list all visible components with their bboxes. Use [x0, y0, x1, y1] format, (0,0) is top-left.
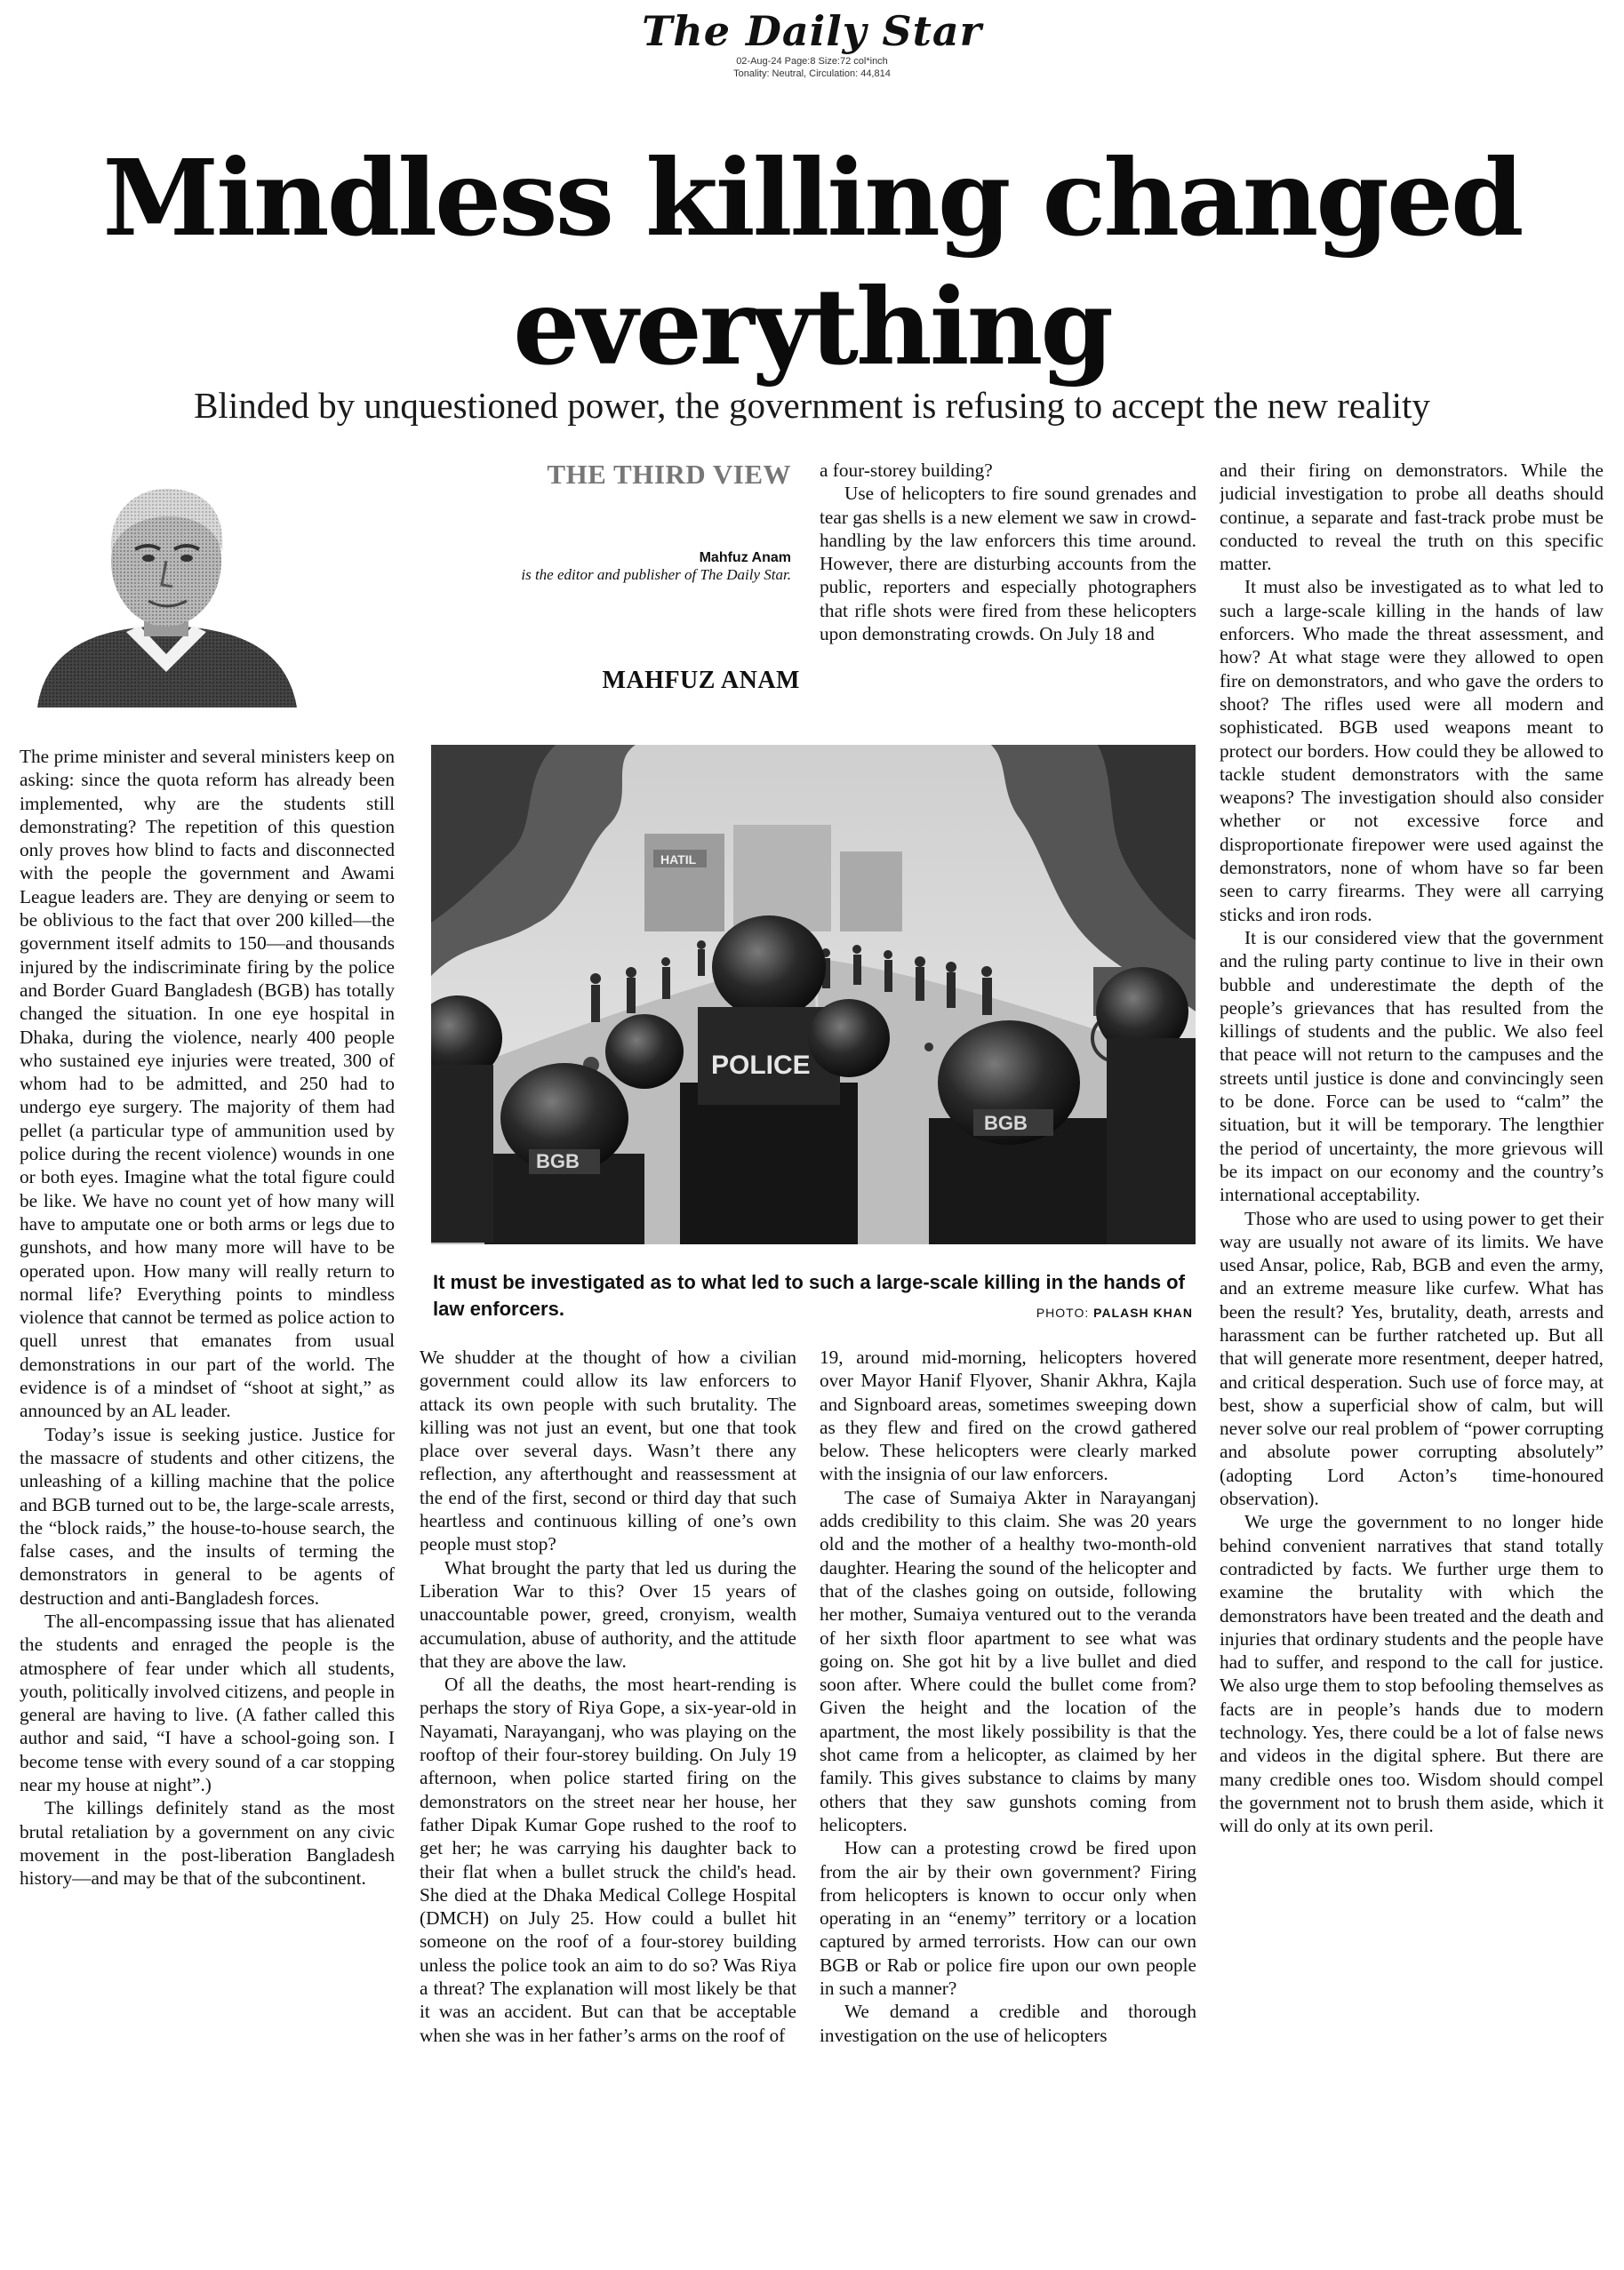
byline: MAHFUZ ANAM [602, 667, 800, 694]
photo-credit-name: PALASH KHAN [1093, 1306, 1193, 1320]
article-column-2 [420, 1346, 796, 2261]
article-paragraph: It must also be investigated as to what led to such a large-scale killing in the hands of law enforcers. Who made the threat assessment, and how? At what stage were they allowed to open fire on demonstrators, and who gave the orders to shoot? The rifles used were all modern and sophisticated. BGB used weapons meant to protect our borders. How could they be allowed to tackle student demonstrators with the same weapons? The investigation should also consider whether or not excessive force and disproportionate firepower were used against the demonstrators, none of whom have so far been seen to carry firearms. They were all carrying sticks and iron rods. [1220, 576, 1604, 925]
article-paragraph: Those who are used to using power to get their way are usually not aware of its limits. We have used Ansar, police, Rab, BGB and even the army, and an extreme measure like curfew. What has been the result? Yes, brutality, death, arrests and harassment can be further ratcheted up. But all that will generate more resentment, deeper hatred, and critical desperation. Such use of force may, at best, show a superficial show of calm, but will never solve our real problem of “power corrupting and absolute power corrupting absolutely” (adopting Lord Acton’s time-honoured observation). [1220, 1207, 1604, 1510]
subheadline: Blinded by unquestioned power, the government is refusing to accept the new reality [194, 385, 1430, 426]
article-paragraph: We urge the government to no longer hide behind convenient narratives that stand totally contradicted by facts. We further urge them to examine the brutality with which the demonstrators have been treated and the death and injuries that ordinary students and the people have had to suffer, and respond to the call for justice. We also urge them to stop befooling themselves as facts are in people’s hands due to modern technology. Yes, there could be a lot of false news and videos in the digital sphere. But there are many credible ones too. Wisdom should compel the government not to brush them aside, which it will do only at its own peril. [1220, 1511, 1604, 1837]
article-paragraph: We shudder at the thought of how a civilian government could allow its law enforcers to attack its own people with such brutality. The killing was not just an event, but one that took place over several days. Wasn’t there any reflection, any afterthought and reassessment at the end of the first, second or third day that such heartless and continuous killing of one’s own people must stop? [420, 1347, 796, 1555]
masthead [0, 7, 1624, 80]
article-paragraph: What brought the party that led us during the Liberation War to this? Over 15 years of unaccountable power, greed, cronyism, wealth accumulation, abuse of authority, and the attitude that they are above the law. [420, 1556, 796, 1672]
helmet-label-bgb-left: BGB [536, 1150, 580, 1172]
article-paragraph: How can a protesting crowd be fired upon from the air by their own government? Firing from helicopters is known to occur only when operating in an “enemy” territory or a location captured by armed terrorists. How can our own BGB or Rab or police fire upon our own people in such a manner? [820, 1837, 1196, 2000]
article-paragraph: The case of Sumaiya Akter in Narayanganj adds credibility to this claim. She was 20 years old and the mother of a healthy two-month-old daughter. Hearing the sound of the helicopter and that of the clashes going on outside, following her mother, Sumaiya ventured out to the veranda of her sixth floor apartment to see what was going on. She got hit by a live bullet and died soon after. Where could the bullet come from? Given the height and the location of the apartment, the most likely possibility is that the shot came from a helicopter, as claimed by her family. This gives substance to claims by many others that they saw gunshots coming from helicopters. [820, 1486, 1196, 1835]
clipping-meta-line-2: Tonality: Neutral, Circulation: 44,814 [733, 68, 891, 79]
headline: Mindless killing changed everything [102, 136, 1522, 388]
author-bio [400, 549, 791, 583]
article-paragraph: Today’s issue is seeking justice. Justice for the massacre of students and other citizens, the unleashing of a killing machine that the police and BGB turned out to be, the large-scale arrests, the “block raids,” the house-to-house search, the false cases, and the insults of terming the demonstrators in general to be agents of destruction and anti-Bangladesh forces. [20, 1423, 395, 1609]
masthead-logo: The Daily Star [642, 7, 982, 55]
author-bio-role: is the editor and publisher of The Daily Star. [521, 566, 791, 583]
author-portrait [20, 468, 313, 707]
column-kicker: THE THIRD VIEW [547, 459, 791, 490]
helmet-label-bgb-right: BGB [984, 1112, 1028, 1134]
article-column-3-bottom [820, 1346, 1196, 2261]
article-paragraph: a four-storey building? [820, 460, 993, 481]
photo-credit-prefix: PHOTO: [1036, 1306, 1090, 1320]
photo-caption: It must be investigated as to what led to such a large-scale killing in the hands of law enforcers. [433, 1271, 1185, 1320]
shop-sign-text: HATIL [660, 852, 697, 867]
article-column-4 [1220, 459, 1604, 2263]
article-column-1 [20, 745, 395, 2256]
article-paragraph: Use of helicopters to fire sound grenades and tear gas shells is a new element we saw in crowd-handling by the law enforcers this time around. However, there are disturbing accounts from the public, reporters and especially photographers that rifle shots were fired from these helicopters upon demonstrating crowds. On July 18 and [820, 483, 1196, 645]
article-paragraph: Of all the deaths, the most heart-rending is perhaps the story of Riya Gope, a six-year-old in Nayamati, Narayanganj, who was playing on the rooftop of their four-storey building. On July 19 afternoon, when police started firing on the demonstrators on the street near her house, her father Dipak Kumar Gope rushed to the roof to get her; he was carrying his daughter back to their flat when a bullet struck the child's head. She died at the Dhaka Medical College Hospital (DMCH) on July 25. How could a bullet hit someone on the roof of a four-storey building unless the police took an aim to do so? Was Riya a threat? The explanation will most likely be that it was an accident. But can that be acceptable when she was in her father’s arms on the roof of [420, 1674, 796, 2046]
article-photo [431, 745, 1196, 1244]
article-paragraph: We demand a credible and thorough investigation on the use of helicopters [820, 2001, 1196, 2046]
article-paragraph: The killings definitely stand as the most brutal retaliation by a government on any civic movement in the post-liberation Bangladesh history—and may be that of the subcontinent. [20, 1797, 395, 1890]
article-paragraph: 19, around mid-morning, helicopters hovered over Mayor Hanif Flyover, Shanir Akhra, Kajla and Signboard areas, sometimes sweeping down as they flew and fired on the crowd gathered below. These helicopters were clearly marked with the insignia of our law enforcers. [820, 1347, 1196, 1485]
clipping-meta-line-1: 02-Aug-24 Page:8 Size:72 col*inch [736, 56, 888, 67]
article-paragraph: The prime minister and several ministers keep on asking: since the quota reform has already been implemented, why are the students still demonstrating? The repetition of this question only proves how blind to facts and disconnected with the people the government and Awami League leaders are. They are denying or seem to be oblivious to the fact that over 200 killed—the government itself admits to 150—and thousands injured by the indiscriminate firing by the police and Border Guard Bangladesh (BGB) has totally changed the situation. In one eye hospital in Dhaka, during the violence, nearly 400 people who sustained eye injuries were treated, 300 of whom had to be admitted, and 250 had to undergo eye surgery. The majority of them had pellet (a particular type of ammunition used by police during the recent violence) wounds in one or both eyes. Imagine what the total figure could be like. We have no count yet of how many will have to amputate one or both arms or legs due to gunshots, and how many more will have to be operated upon. How many will really return to normal life? Everything points to mindless violence that cannot be termed as police action to quell unrest that emanates from usual demonstrations in our part of the world. The evidence is of a mindset of “shoot at sight,” as announced by an AL leader. [20, 746, 395, 1422]
article-column-3-top [820, 459, 1196, 716]
article-paragraph: It is our considered view that the government and the ruling party continue to live in their own bubble and underestimate the depth of the people’s grievances that has resulted from the killings of students and the public. We also feel that peace will not return to the campuses and the streets until justice is done and convincingly seen to be done. Force can be used to “calm” the situation, but it will be temporary. The lengthier the period of uncertainty, the more grievous will be its impact on our economy and the country’s international acceptability. [1220, 926, 1604, 1206]
article-paragraph: The all-encompassing issue that has alienated the students and enraged the people is the atmosphere of fear under which all students, youth, politically involved citizens, and people in general are having to live. (A father called this author and said, “I have a school-going son. I become tense with every sound of a car stopping near my house at night”.) [20, 1610, 395, 1796]
author-bio-name: Mahfuz Anam [699, 550, 791, 565]
police-vest-label: POLICE [711, 1051, 811, 1080]
photo-credit [987, 1306, 1193, 1320]
article-paragraph: and their firing on demonstrators. While the judicial investigation to probe all deaths should continue, a separate and fast-track probe must be conducted to reveal the truth on this specific matter. [1220, 460, 1604, 575]
